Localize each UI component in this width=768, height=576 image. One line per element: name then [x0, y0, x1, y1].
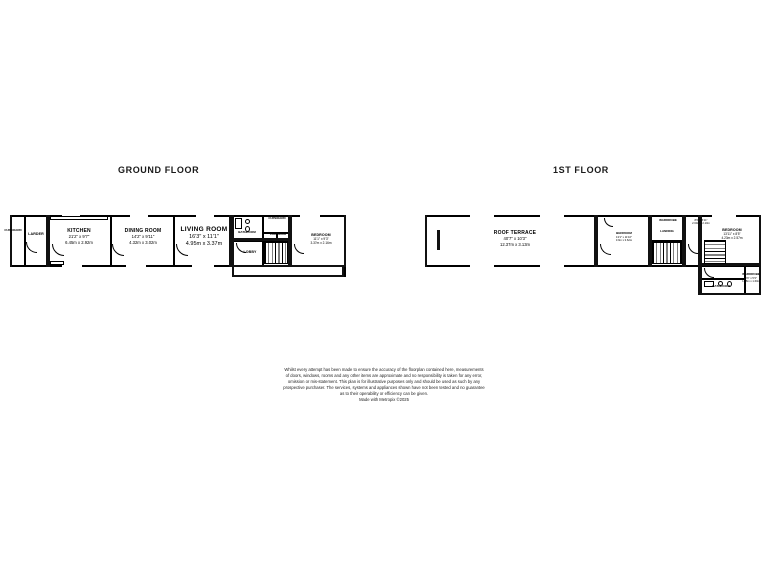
window-opening — [470, 214, 494, 218]
window-opening — [300, 214, 320, 218]
room-label-kitchen: KITCHEN 21'2" x 9'7" 6.45m x 2.92m — [65, 228, 93, 245]
wall-block — [425, 215, 427, 267]
room-label-bathroom: BATHROOM — [238, 230, 256, 234]
wall-block — [594, 215, 598, 267]
room-label-lobby: LOBBY — [243, 250, 257, 254]
wall-segment — [173, 216, 175, 266]
room-label-bathroom-first: BATHROOM — [712, 284, 730, 288]
kitchen-counter — [50, 216, 108, 220]
window-opening — [540, 264, 564, 268]
wall-block — [288, 215, 292, 267]
wall-block — [232, 238, 290, 241]
window-opening — [192, 264, 214, 268]
basin-fixture — [245, 219, 250, 224]
staircase — [652, 242, 682, 264]
kitchen-counter — [50, 261, 64, 265]
room-label-cupboard-2: CUPBOARD — [268, 216, 286, 220]
room-label-bedroom-1: BEDROOM 13'1" x 11'10" 3.9m x 3.62m — [615, 231, 633, 243]
room-label-bedroom: BEDROOM 11'1" x 9'3" 3.37m x 2.16m — [310, 233, 332, 246]
staircase — [264, 242, 288, 264]
disclaimer-line: prospective purchaser. The services, systems and appliances shown have not been tested and no guarantee — [283, 385, 485, 391]
ground-floor-title: GROUND FLOOR — [118, 165, 200, 175]
room-label-wardrobe-2: WARDROBE 6'6" x 5'3" 1.98m x 1.60m — [742, 272, 760, 284]
window-opening — [712, 214, 736, 218]
room-label-wardrobe-1: WARDROBE — [659, 218, 677, 222]
terrace-upstand — [437, 230, 440, 250]
window-opening — [126, 264, 146, 268]
wall-block — [232, 275, 344, 277]
wall-block — [700, 293, 761, 295]
window-opening — [540, 214, 564, 218]
wall-block — [232, 265, 344, 267]
room-label-bedroom-2: BEDROOM 13'11" x 8'5" 4.23m x 2.57m — [721, 228, 743, 241]
room-label-cupboard: CUPBOARD — [4, 228, 22, 232]
disclaimer-line: Whilst every attempt has been made to ensure the accuracy of the floorplan contained here, measurements — [284, 367, 484, 372]
bath-fixture — [235, 218, 242, 229]
room-label-landing: LANDING — [660, 229, 674, 233]
wall-block — [46, 215, 50, 267]
room-label-corridor: CORRIDOR — [269, 232, 287, 236]
wall-block — [344, 215, 346, 267]
window-opening — [62, 264, 82, 268]
window-opening — [130, 214, 148, 218]
room-label-roof-terrace: ROOF TERRACE 40'7" x 10'3" 12.37m x 3.13m — [493, 230, 537, 247]
wall-segment — [110, 216, 112, 266]
wall-block — [342, 265, 344, 277]
window-opening — [196, 214, 214, 218]
wall-segment — [700, 278, 744, 280]
room-label-wardrobe-dims: 8'6" x 6'11" 2.60m x 2.10m — [692, 219, 710, 226]
disclaimer-credit: Made with Metropix ©2025 — [359, 397, 409, 403]
staircase-landing — [704, 240, 726, 264]
room-label-larder: LARDER — [28, 232, 44, 236]
wall-segment — [24, 216, 26, 266]
wall-block — [10, 215, 12, 267]
room-label-living-room: LIVING ROOM 16'3" x 11'1" 4.95m x 3.37m — [180, 226, 228, 247]
wall-block — [698, 215, 702, 295]
disclaimer-line: of doors, windows, rooms and any other items are approximate and no responsibility is taken for any error, — [285, 373, 483, 379]
first-floor-title: 1ST FLOOR — [553, 165, 609, 175]
disclaimer-line: as to their operability or efficiency can be given. — [339, 391, 429, 397]
disclaimer-text — [236, 367, 532, 404]
disclaimer-line: omission or mis-statement. This plan is for illustrative purposes only and should be used as such by any — [287, 379, 481, 385]
wall-block — [232, 265, 234, 277]
room-label-dining-room: DINING ROOM 14'2" x 9'11" 4.32m x 3.02m — [124, 228, 162, 245]
window-opening — [470, 264, 494, 268]
